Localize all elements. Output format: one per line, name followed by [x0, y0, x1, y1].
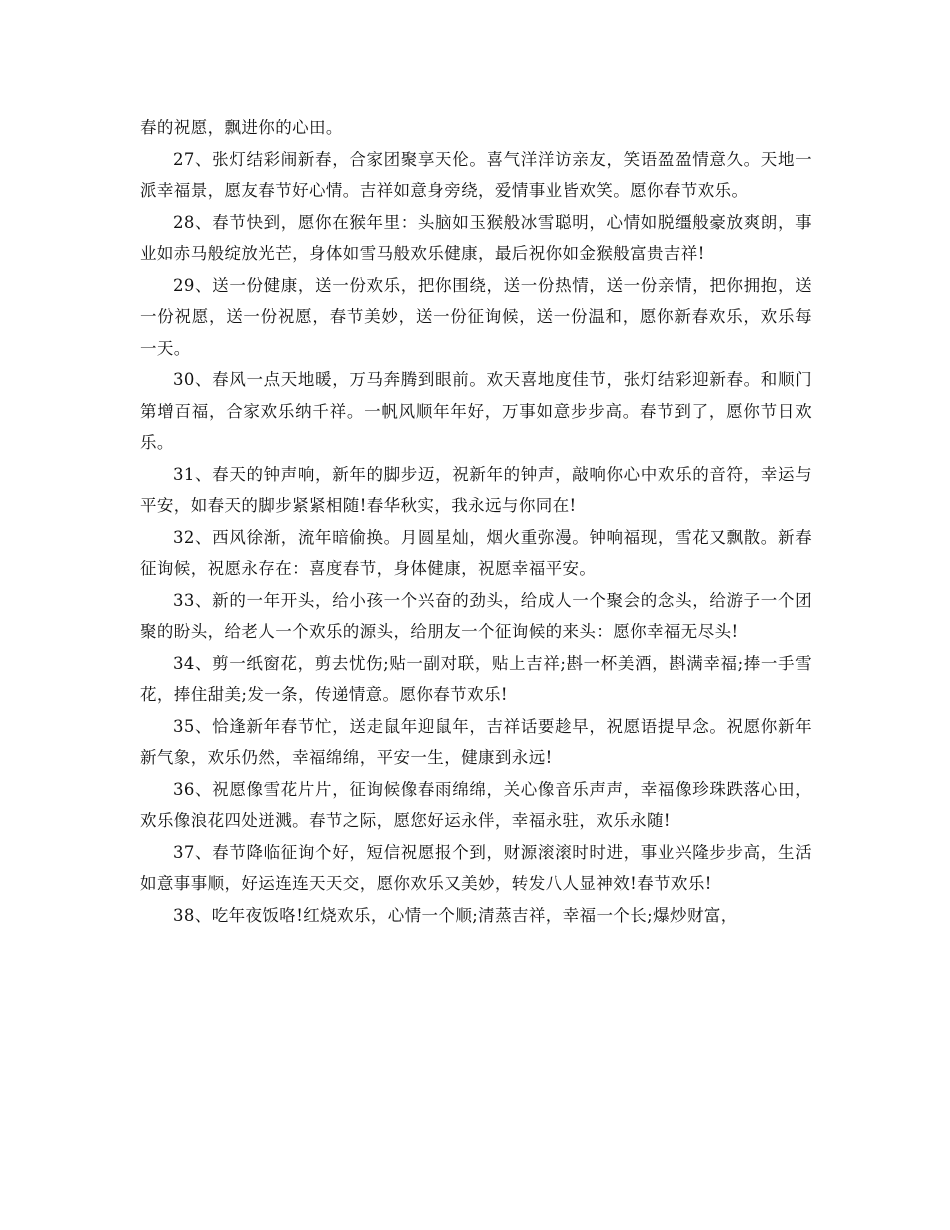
paragraph-29: 29、送一份健康，送一份欢乐，把你围绕，送一份热情，送一份亲情，把你拥抱，送一份祝愿，送一份祝愿，春节美妙，送一份征询候，送一份温和，愿你新春欢乐，欢乐每一天。 [140, 275, 812, 358]
paragraph-34: 34、剪一纸窗花，剪去忧伤;贴一副对联，贴上吉祥;斟一杯美酒，斟满幸福;捧一手雪花，捧住甜美;发一条，传递情意。愿你春节欢乐! [140, 653, 812, 704]
paragraph-30: 30、春风一点天地暖，万马奔腾到眼前。欢天喜地度佳节，张灯结彩迎新春。和顺门第增百福，合家欢乐纳千祥。一帆风顺年年好，万事如意步步高。春节到了，愿你节日欢乐。 [140, 370, 812, 452]
paragraph-31: 31、春天的钟声响，新年的脚步迈，祝新年的钟声，敲响你心中欢乐的音符，幸运与平安，如春天的脚步紧紧相随!春华秋实，我永远与你同在! [140, 464, 812, 515]
paragraph-36: 36、祝愿像雪花片片，征询候像春雨绵绵，关心像音乐声声，幸福像珍珠跌落心田，欢乐像浪花四处迸溅。春节之际，愿您好运永伴，幸福永驻，欢乐永随! [140, 779, 812, 830]
paragraph-38: 38、吃年夜饭咯!红烧欢乐，心情一个顺;清蒸吉祥，幸福一个长;爆炒财富， [173, 905, 738, 925]
paragraph-28: 28、春节快到，愿你在猴年里：头脑如玉猴般冰雪聪明，心情如脱缰般豪放爽朗，事业如赤马般绽放光芒，身体如雪马般欢乐健康，最后祝你如金猴般富贵吉祥! [140, 212, 812, 263]
paragraph-27: 27、张灯结彩闹新春，合家团聚享天伦。喜气洋洋访亲友，笑语盈盈情意久。天地一派幸福景，愿友春节好心情。吉祥如意身旁绕，爱情事业皆欢笑。愿你春节欢乐。 [140, 149, 812, 200]
document-body [140, 112, 812, 931]
paragraph-32: 32、西风徐渐，流年暗偷换。月圆星灿，烟火重弥漫。钟响福现，雪花又飘散。新春征询候，祝愿永存在：喜度春节，身体健康，祝愿幸福平安。 [140, 527, 812, 578]
paragraph-35: 35、恰逢新年春节忙，送走鼠年迎鼠年，吉祥话要趁早，祝愿语提早念。祝愿你新年新气象，欢乐仍然，幸福绵绵，平安一生，健康到永远! [140, 716, 812, 767]
paragraph-continuation: 春的祝愿，飘进你的心田。 [140, 118, 343, 137]
paragraph-33: 33、新的一年开头，给小孩一个兴奋的劲头，给成人一个聚会的念头，给游子一个团聚的盼头，给老人一个欢乐的源头，给朋友一个征询候的来头：愿你幸福无尽头! [140, 590, 812, 641]
paragraph-37: 37、春节降临征询个好，短信祝愿报个到，财源滚滚时时进，事业兴隆步步高，生活如意事事顺，好运连连天天交，愿你欢乐又美妙，转发八人显神效!春节欢乐! [140, 842, 812, 893]
